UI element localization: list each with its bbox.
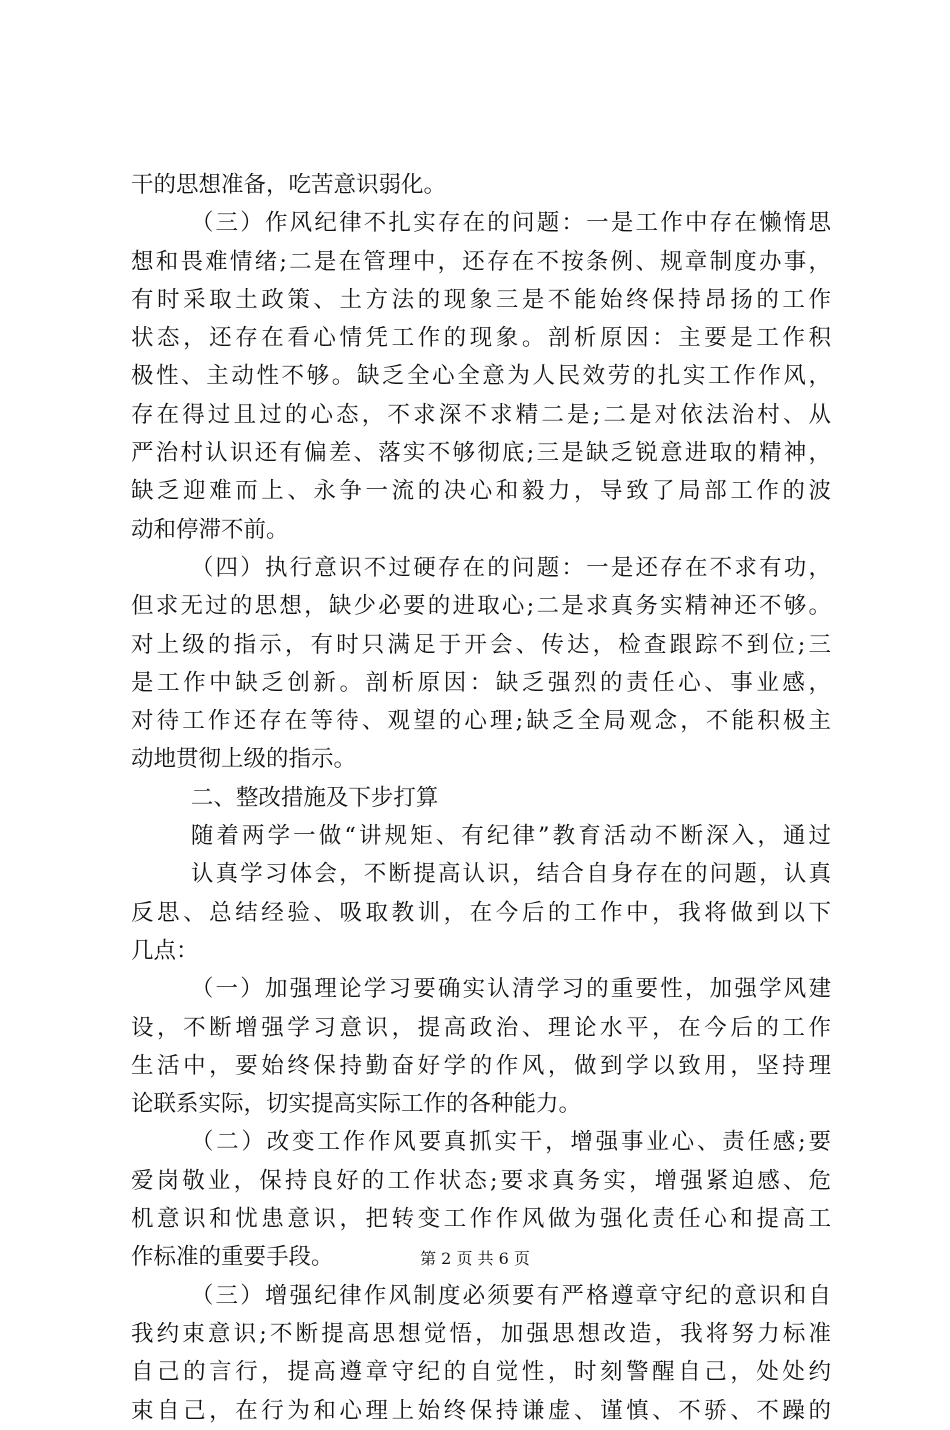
text-line: 状态，还存在看心情凭工作的现象。剖析原因：主要是工作积 (131, 325, 831, 352)
text-line: 论联系实际，切实提高实际工作的各种能力。 (131, 1091, 582, 1118)
text-line: 认真学习体会，不断提高认识，结合自身存在的问题，认真 (190, 861, 831, 888)
text-line: 随着两学一做“讲规矩、有纪律”教育活动不断深入，通过 (190, 823, 831, 850)
text-line: 动地贯彻上级的指示。 (131, 746, 357, 773)
text-line: 严治村认识还有偏差、落实不够彻底;三是缺乏锐意进取的精神， (131, 440, 831, 467)
text-line: （三）作风纪律不扎实存在的问题：一是工作中存在懒惰思 (190, 210, 831, 237)
text-line: 生活中，要始终保持勤奋好学的作风，做到学以致用，坚持理 (131, 1052, 831, 1079)
text-line: （四）执行意识不过硬存在的问题：一是还存在不求有功， (190, 554, 831, 581)
text-line: 反思、总结经验、吸取教训，在今后的工作中，我将做到以下 (131, 899, 831, 926)
text-line: 我约束意识;不断提高思想觉悟，加强思想改造，我将努力标准 (131, 1320, 831, 1347)
text-line: 想和畏难情绪;二是在管理中，还存在不按条例、规章制度办事， (131, 248, 831, 275)
text-line: 几点： (131, 937, 199, 964)
text-line: 但求无过的思想，缺少必要的进取心;二是求真务实精神还不够。 (131, 593, 831, 620)
text-line: 机意识和忧患意识，把转变工作作风做为强化责任心和提高工 (131, 1206, 831, 1233)
text-line: 有时采取土政策、土方法的现象三是不能始终保持昂扬的工作 (131, 286, 831, 313)
text-line: 缺乏迎难而上、永争一流的决心和毅力，导致了局部工作的波 (131, 478, 831, 505)
text-line: 极性、主动性不够。缺乏全心全意为人民效劳的扎实工作作风， (131, 363, 831, 390)
text-line: 爱岗敬业，保持良好的工作状态;要求真务实，增强紧迫感、危 (131, 1167, 831, 1194)
text-line: 动和停滞不前。 (131, 516, 289, 543)
text-line: 二、整改措施及下步打算 (190, 784, 439, 811)
text-line: 作标准的重要手段。 (131, 1244, 334, 1271)
text-line: （一）加强理论学习要确实认清学习的重要性，加强学风建 (190, 976, 831, 1003)
page-footer: 第 2 页 共 6 页 (420, 1249, 530, 1268)
text-line: 设，不断增强学习意识，提高政治、理论水平，在今后的工作 (131, 1014, 831, 1041)
text-line: 束自己，在行为和心理上始终保持谦虚、谨慎、不骄、不躁的 (131, 1397, 831, 1424)
text-line: （二）改变工作作风要真抓实干，增强事业心、责任感;要 (190, 1129, 831, 1156)
text-line: 对上级的指示，有时只满足于开会、传达，检查跟踪不到位;三 (131, 631, 831, 658)
text-line: 存在得过且过的心态，不求深不求精二是;二是对依法治村、从 (131, 401, 831, 428)
text-line: （三）增强纪律作风制度必须要有严格遵章守纪的意识和自 (190, 1282, 831, 1309)
text-line: 干的思想准备，吃苦意识弱化。 (131, 172, 447, 198)
body-text (131, 166, 831, 1430)
text-line: 是工作中缺乏创新。剖析原因：缺乏强烈的责任心、事业感， (131, 669, 831, 696)
text-line: 对待工作还存在等待、观望的心理;缺乏全局观念，不能积极主 (131, 708, 831, 735)
text-line: 自己的言行，提高遵章守纪的自觉性，时刻警醒自己，处处约 (131, 1359, 831, 1386)
